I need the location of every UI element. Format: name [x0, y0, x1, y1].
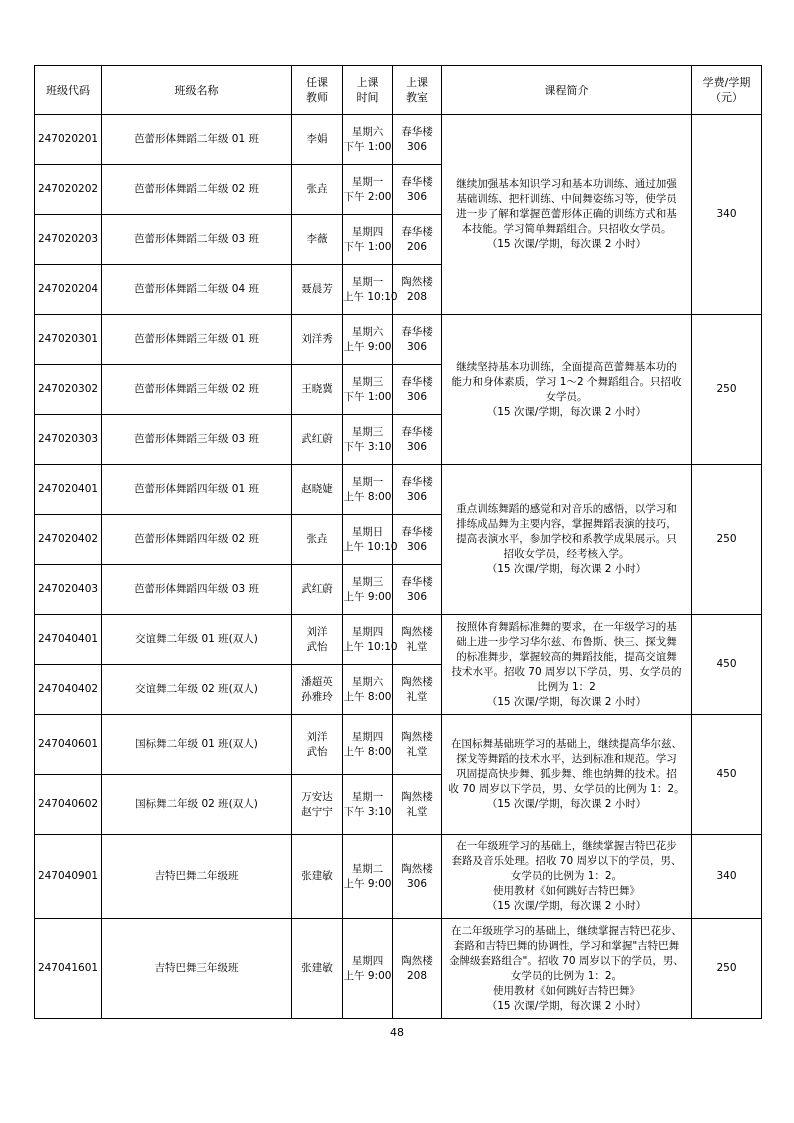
class-name: 芭蕾形体舞蹈三年级 03 班 [102, 415, 292, 465]
header-name: 班级名称 [102, 66, 292, 115]
classroom: 春华楼 306 [393, 165, 442, 215]
table-row [35, 835, 762, 919]
classroom: 春华楼 306 [393, 365, 442, 415]
class-time: 星期三 下午 1:00 [343, 365, 393, 415]
teacher: 刘洋秀 [292, 315, 343, 365]
teacher: 赵晓婕 [292, 465, 343, 515]
class-time: 星期六 下午 1:00 [343, 115, 393, 165]
class-name: 芭蕾形体舞蹈三年级 02 班 [102, 365, 292, 415]
table-row [35, 615, 762, 665]
class-time: 星期四 上午 8:00 [343, 715, 393, 775]
class-code: 247020302 [35, 365, 102, 415]
course-description: 在二年级班学习的基础上，继续掌握吉特巴花步、 套路和吉特巴舞的协调性，学习和掌握"吉特巴舞 金牌级套路组合"。招收 70 周岁以下的学员，男、 女学员的比例为 1：2。 使用教材《如何跳好吉特巴舞》 （15 次课/学期，每次课 2 小时） [442, 919, 692, 1019]
classroom: 陶然楼 208 [393, 919, 442, 1019]
class-time: 星期一 上午 8:00 [343, 465, 393, 515]
class-code: 247020403 [35, 565, 102, 615]
class-time: 星期四 下午 1:00 [343, 215, 393, 265]
class-code: 247040401 [35, 615, 102, 665]
tuition-fee: 250 [692, 465, 762, 615]
classroom: 春华楼 206 [393, 215, 442, 265]
class-code: 247020401 [35, 465, 102, 515]
classroom: 陶然楼 306 [393, 835, 442, 919]
teacher: 刘洋 武怡 [292, 615, 343, 665]
class-code: 247040602 [35, 775, 102, 835]
header-row [35, 66, 762, 115]
course-description: 继续加强基本知识学习和基本功训练、通过加强 基础训练、把杆训练、中间舞姿练习等，使学员 进一步了解和掌握芭蕾形体正确的训练方式和基 本技能。学习简单舞蹈组合。只招收女学员。 （15 次课/学期，每次课 2 小时） [442, 115, 692, 315]
tuition-fee: 450 [692, 715, 762, 835]
tuition-fee: 340 [692, 835, 762, 919]
teacher: 武红蔚 [292, 415, 343, 465]
class-name: 芭蕾形体舞蹈二年级 03 班 [102, 215, 292, 265]
class-code: 247041601 [35, 919, 102, 1019]
teacher: 潘超英 孙雅玲 [292, 665, 343, 715]
tuition-fee: 450 [692, 615, 762, 715]
class-name: 国标舞二年级 01 班(双人) [102, 715, 292, 775]
class-time: 星期六 上午 8:00 [343, 665, 393, 715]
class-time: 星期日 上午 10:10 [343, 515, 393, 565]
teacher: 刘洋 武怡 [292, 715, 343, 775]
class-code: 247020201 [35, 115, 102, 165]
class-name: 芭蕾形体舞蹈四年级 02 班 [102, 515, 292, 565]
class-time: 星期四 上午 10:10 [343, 615, 393, 665]
class-time: 星期六 上午 9:00 [343, 315, 393, 365]
class-code: 247040601 [35, 715, 102, 775]
course-description: 继续坚持基本功训练，全面提高芭蕾舞基本功的 能力和身体素质，学习 1～2 个舞蹈组合。只招收 女学员。 （15 次课/学期，每次课 2 小时） [442, 315, 692, 465]
class-time: 星期二 上午 9:00 [343, 835, 393, 919]
classroom: 春华楼 306 [393, 515, 442, 565]
class-name: 芭蕾形体舞蹈二年级 04 班 [102, 265, 292, 315]
class-name: 吉特巴舞二年级班 [102, 835, 292, 919]
classroom: 春华楼 306 [393, 415, 442, 465]
class-name: 交谊舞二年级 02 班(双人) [102, 665, 292, 715]
header-room: 上课 教室 [393, 66, 442, 115]
teacher: 张建敏 [292, 835, 343, 919]
class-time: 星期三 下午 3:10 [343, 415, 393, 465]
classroom: 春华楼 306 [393, 315, 442, 365]
header-time: 上课 时间 [343, 66, 393, 115]
class-name: 芭蕾形体舞蹈四年级 01 班 [102, 465, 292, 515]
teacher: 万安达 赵宁宁 [292, 775, 343, 835]
classroom: 陶然楼 礼堂 [393, 665, 442, 715]
table-row [35, 465, 762, 515]
teacher: 张建敏 [292, 919, 343, 1019]
header-fee: 学费/学期 （元） [692, 66, 762, 115]
class-time: 星期四 上午 9:00 [343, 919, 393, 1019]
classroom: 陶然楼 礼堂 [393, 615, 442, 665]
table-row [35, 115, 762, 165]
class-name: 芭蕾形体舞蹈三年级 01 班 [102, 315, 292, 365]
classroom: 陶然楼 礼堂 [393, 775, 442, 835]
class-name: 芭蕾形体舞蹈二年级 01 班 [102, 115, 292, 165]
teacher: 武红蔚 [292, 565, 343, 615]
course-description: 在国标舞基础班学习的基础上，继续提高华尔兹、 探戈等舞蹈的技术水平，达到标准和规范。学习 巩固提高快步舞、狐步舞、维也纳舞的技术。招 收 70 周岁以下学员，男、女学员的比例为 1：2。 （15 次课/学期，每次课 2 小时） [442, 715, 692, 835]
header-intro: 课程简介 [442, 66, 692, 115]
table-row [35, 315, 762, 365]
class-name: 芭蕾形体舞蹈二年级 02 班 [102, 165, 292, 215]
classroom: 春华楼 306 [393, 565, 442, 615]
class-code: 247040402 [35, 665, 102, 715]
classroom: 春华楼 306 [393, 115, 442, 165]
tuition-fee: 250 [692, 919, 762, 1019]
class-time: 星期一 上午 10:10 [343, 265, 393, 315]
class-name: 芭蕾形体舞蹈四年级 03 班 [102, 565, 292, 615]
class-name: 交谊舞二年级 01 班(双人) [102, 615, 292, 665]
teacher: 张垚 [292, 165, 343, 215]
class-code: 247020402 [35, 515, 102, 565]
teacher: 李娟 [292, 115, 343, 165]
table-row [35, 919, 762, 1019]
course-description: 按照体育舞蹈标准舞的要求，在一年级学习的基 础上进一步学习华尔兹、布鲁斯、快三、探戈舞 的标准舞步，掌握较高的舞蹈技能，提高交谊舞 技术水平。招收 70 周岁以下学员，男、女学员的 比例为 1：2 （15 次课/学期，每次课 2 小时） [442, 615, 692, 715]
header-teacher: 任课 教师 [292, 66, 343, 115]
teacher: 张垚 [292, 515, 343, 565]
classroom: 陶然楼 礼堂 [393, 715, 442, 775]
class-code: 247020303 [35, 415, 102, 465]
page-number: 48 [390, 1026, 404, 1039]
table-row [35, 715, 762, 775]
class-time: 星期一 下午 3:10 [343, 775, 393, 835]
class-name: 吉特巴舞三年级班 [102, 919, 292, 1019]
classroom: 春华楼 306 [393, 465, 442, 515]
class-code: 247020301 [35, 315, 102, 365]
teacher: 聂晨芳 [292, 265, 343, 315]
class-time: 星期一 下午 2:00 [343, 165, 393, 215]
tuition-fee: 250 [692, 315, 762, 465]
class-code: 247020204 [35, 265, 102, 315]
tuition-fee: 340 [692, 115, 762, 315]
class-code: 247020203 [35, 215, 102, 265]
class-time: 星期三 上午 9:00 [343, 565, 393, 615]
course-description: 在一年级班学习的基础上，继续掌握吉特巴花步 套路及音乐处理。招收 70 周岁以下的学员，男、 女学员的比例为 1：2。 使用教材《如何跳好吉特巴舞》 （15 次课/学期，每次课 2 小时） [442, 835, 692, 919]
class-name: 国标舞二年级 02 班(双人) [102, 775, 292, 835]
course-description: 重点训练舞蹈的感觉和对音乐的感悟，以学习和 排练成品舞为主要内容，掌握舞蹈表演的技巧， 提高表演水平，参加学校和系教学成果展示。只 招收女学员，经考核入学。 （15 次课/学期，每次课 2 小时） [442, 465, 692, 615]
teacher: 王晓冀 [292, 365, 343, 415]
class-code: 247040901 [35, 835, 102, 919]
course-schedule-table [34, 65, 762, 1019]
classroom: 陶然楼 208 [393, 265, 442, 315]
header-code: 班级代码 [35, 66, 102, 115]
class-code: 247020202 [35, 165, 102, 215]
teacher: 李薇 [292, 215, 343, 265]
